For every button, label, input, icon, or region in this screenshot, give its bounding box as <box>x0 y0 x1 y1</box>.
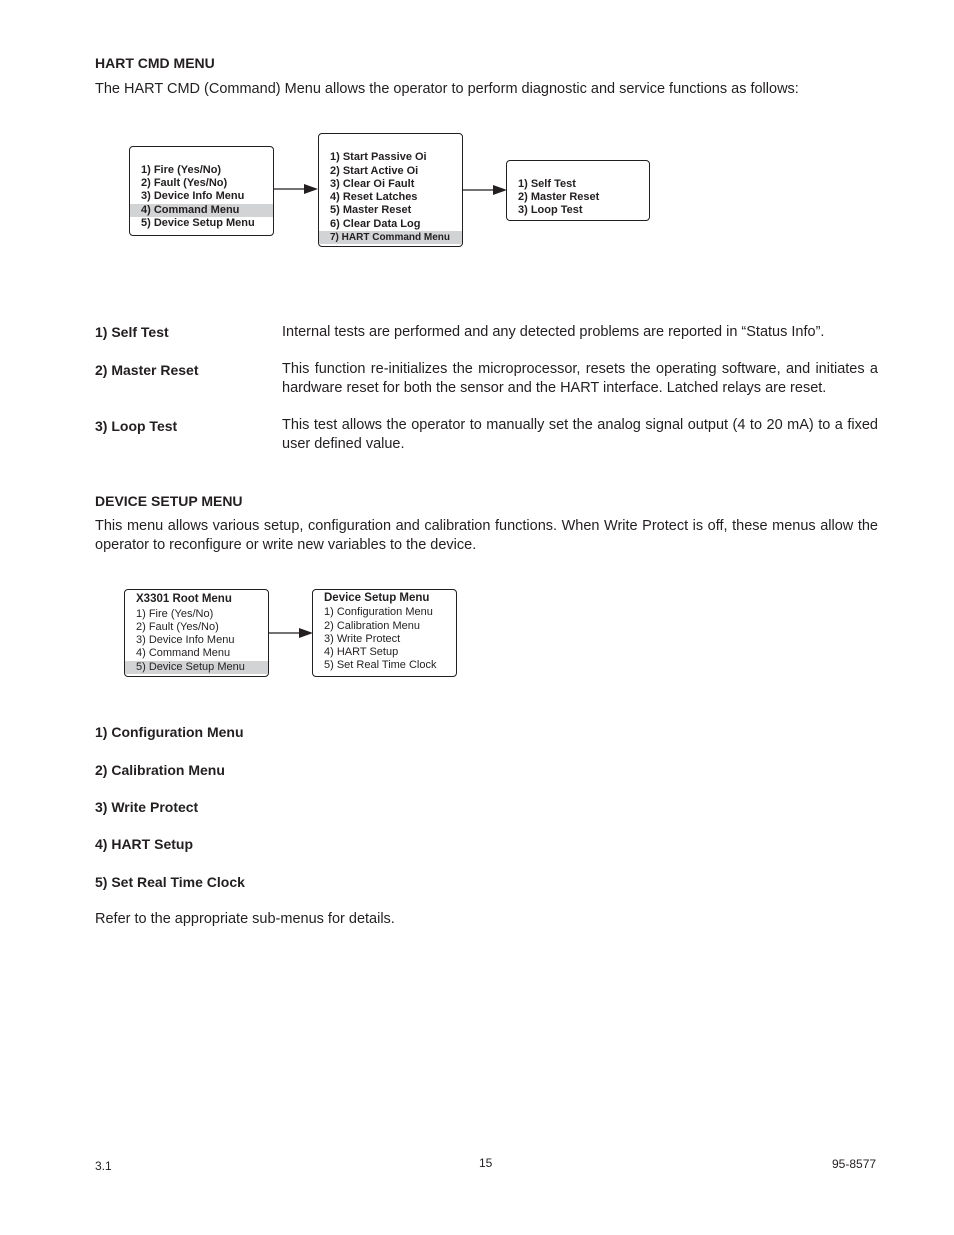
footer-doc-number: 95-8577 <box>832 1157 877 1171</box>
menu-item: 1) Self Test <box>518 178 576 190</box>
device-setup-intro: This menu allows various setup, configuration and calibration functions. When Write Protect is off, these menus allow the operator to reconfigure or write new variables to the device. <box>95 518 878 553</box>
refer-text: Refer to the appropriate sub-menus for details. <box>95 911 395 927</box>
menu-item: 3) Loop Test <box>518 204 583 216</box>
menu-item: 1) Fire (Yes/No) <box>136 608 214 620</box>
menu-item: 1) Fire (Yes/No) <box>141 164 222 176</box>
menu-item: 3) Device Info Menu <box>136 634 235 646</box>
arrow-right-icon <box>463 183 509 197</box>
menu-item-selected: 7) HART Command Menu <box>319 231 462 244</box>
x3301-root-menu-box <box>124 589 269 677</box>
menu-item: 5) Set Real Time Clock <box>324 659 437 671</box>
menu-item: 4) Command Menu <box>136 647 231 659</box>
submenu-item: 4) HART Setup <box>95 836 193 852</box>
menu-item: 1) Configuration Menu <box>324 606 433 618</box>
menu-item: 2) Start Active Oi <box>330 165 419 177</box>
menu-item: 5) Device Setup Menu <box>141 217 255 229</box>
arrow-right-icon <box>274 182 320 196</box>
submenu-item: 5) Set Real Time Clock <box>95 874 245 890</box>
def-text: This function re-initializes the microprocessor, resets the operating software, and initiates a hardware reset for both the sensor and the HART interface. Latched relays are reset. <box>282 361 878 396</box>
def-term: 3) Loop Test <box>95 418 178 434</box>
menu-item-selected: 4) Command Menu <box>130 204 273 217</box>
submenu-item: 2) Calibration Menu <box>95 762 225 778</box>
command-menu-box <box>318 133 463 247</box>
menu-title: Device Setup Menu <box>324 592 430 604</box>
menu-item: 6) Clear Data Log <box>330 218 421 230</box>
menu-title: X3301 Root Menu <box>136 593 232 605</box>
menu-item-selected: 5) Device Setup Menu <box>125 661 268 674</box>
menu-item: 2) Fault (Yes/No) <box>141 177 228 189</box>
device-setup-heading: DEVICE SETUP MENU <box>95 493 243 509</box>
menu-item: 3) Write Protect <box>324 633 401 645</box>
submenu-item: 3) Write Protect <box>95 799 199 815</box>
hart-cmd-intro: The HART CMD (Command) Menu allows the operator to perform diagnostic and service functions as follows: <box>95 81 799 97</box>
footer-page-number: 15 <box>479 1156 493 1170</box>
menu-item: 2) Calibration Menu <box>324 620 420 632</box>
def-text: This test allows the operator to manually set the analog signal output (4 to 20 mA) to a fixed user defined value. <box>282 417 878 452</box>
def-term: 1) Self Test <box>95 324 169 340</box>
menu-item: 3) Clear Oi Fault <box>330 178 415 190</box>
menu-item: 4) Reset Latches <box>330 191 418 203</box>
device-setup-menu-box <box>312 589 457 677</box>
menu-item: 2) Fault (Yes/No) <box>136 621 219 633</box>
def-text: Internal tests are performed and any detected problems are reported in “Status Info”. <box>282 324 825 340</box>
arrow-right-icon <box>269 626 315 640</box>
footer-version: 3.1 <box>95 1159 112 1173</box>
menu-item: 1) Start Passive Oi <box>330 151 427 163</box>
menu-item: 3) Device Info Menu <box>141 190 245 202</box>
def-term: 2) Master Reset <box>95 362 199 378</box>
menu-item: 5) Master Reset <box>330 204 412 216</box>
menu-item: 4) HART Setup <box>324 646 399 658</box>
root-menu-box <box>129 146 274 236</box>
hart-cmd-heading: HART CMD MENU <box>95 55 215 71</box>
submenu-item: 1) Configuration Menu <box>95 724 244 740</box>
hart-command-menu-box <box>506 160 650 221</box>
menu-item: 2) Master Reset <box>518 191 600 203</box>
